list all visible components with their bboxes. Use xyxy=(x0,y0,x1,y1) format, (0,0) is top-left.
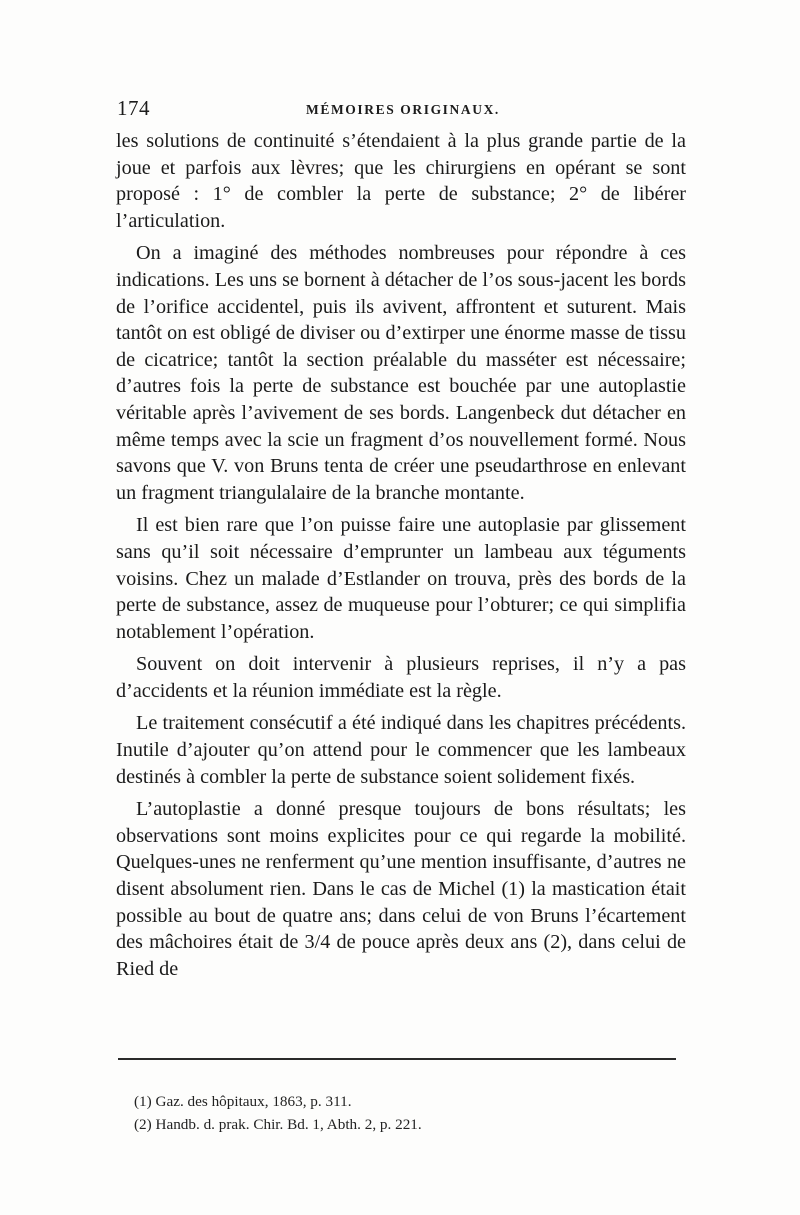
paragraph-reprises: Souvent on doit intervenir à plusieurs reprises, il n’y a pas d’accidents et la réunion immédiate est la règle. xyxy=(116,653,686,702)
page-number: 174 xyxy=(117,96,150,120)
paragraph-results: L’autoplastie a donné presque toujours de bons résultats; les observations sont moins explicites pour ce qui regarde la mobilité. Quelques-unes ne renferment qu’une mention insuffisante, d’autres ne disent absolument rien. Dans le cas de Michel (1) la mastication était possible au bout de quatre ans; dans celui de von Bruns l’écartement des mâchoires était de 3/4 de pouce après deux ans (2), dans celui de Ried de xyxy=(116,798,686,980)
footnote-divider xyxy=(118,1058,676,1060)
paragraph-autoplasty: Il est bien rare que l’on puisse faire une autoplasie par glissement sans qu’il soit nécessaire d’emprunter un lambeau aux téguments voisins. Chez un malade d’Estlander on trouva, près des bords de la perte de substance, assez de muqueuse pour l’obturer; ce qui simplifia notablement l’opération. xyxy=(116,514,686,643)
paragraph-continuation: les solutions de continuité s’étendaient à la plus grande partie de la joue et parfois aux lèvres; que les chirurgiens en opérant se sont proposé : 1° de combler la perte de substance; 2° de libérer l’articulation. xyxy=(116,130,686,232)
footnotes xyxy=(134,1090,674,1136)
footnote-1: (1) Gaz. des hôpitaux, 1863, p. 311. xyxy=(134,1093,352,1110)
running-head: MÉMOIRES ORIGINAUX. xyxy=(306,102,500,117)
paragraph-treatment: Le traitement consécutif a été indiqué dans les chapitres précédents. Inutile d’ajouter qu’on attend pour le commencer que les lambeaux destinés à combler la perte de substance soient solidement fixés. xyxy=(116,712,686,788)
paragraph-methods: On a imaginé des méthodes nombreuses pour répondre à ces indications. Les uns se bornent à détacher de l’os sous-jacent les bords de l’orifice accidentel, puis ils avivent, affrontent et suturent. Mais tantôt on est obligé de diviser ou d’extirper une énorme masse de tissu de cicatrice; tantôt la section préalable du masséter est nécessaire; d’autres fois la perte de substance est bouchée par une autoplastie véritable après l’avivement de ses bords. Langenbeck dut détacher en même temps avec la scie un fragment d’os nouvellement formé. Nous savons que V. von Bruns tenta de créer une pseudarthrose en enlevant un fragment triangulalaire de la branche montante. xyxy=(116,242,686,504)
page-header xyxy=(117,96,685,124)
body-text xyxy=(116,128,686,988)
footnote-2: (2) Handb. d. prak. Chir. Bd. 1, Abth. 2, p. 221. xyxy=(134,1116,422,1133)
